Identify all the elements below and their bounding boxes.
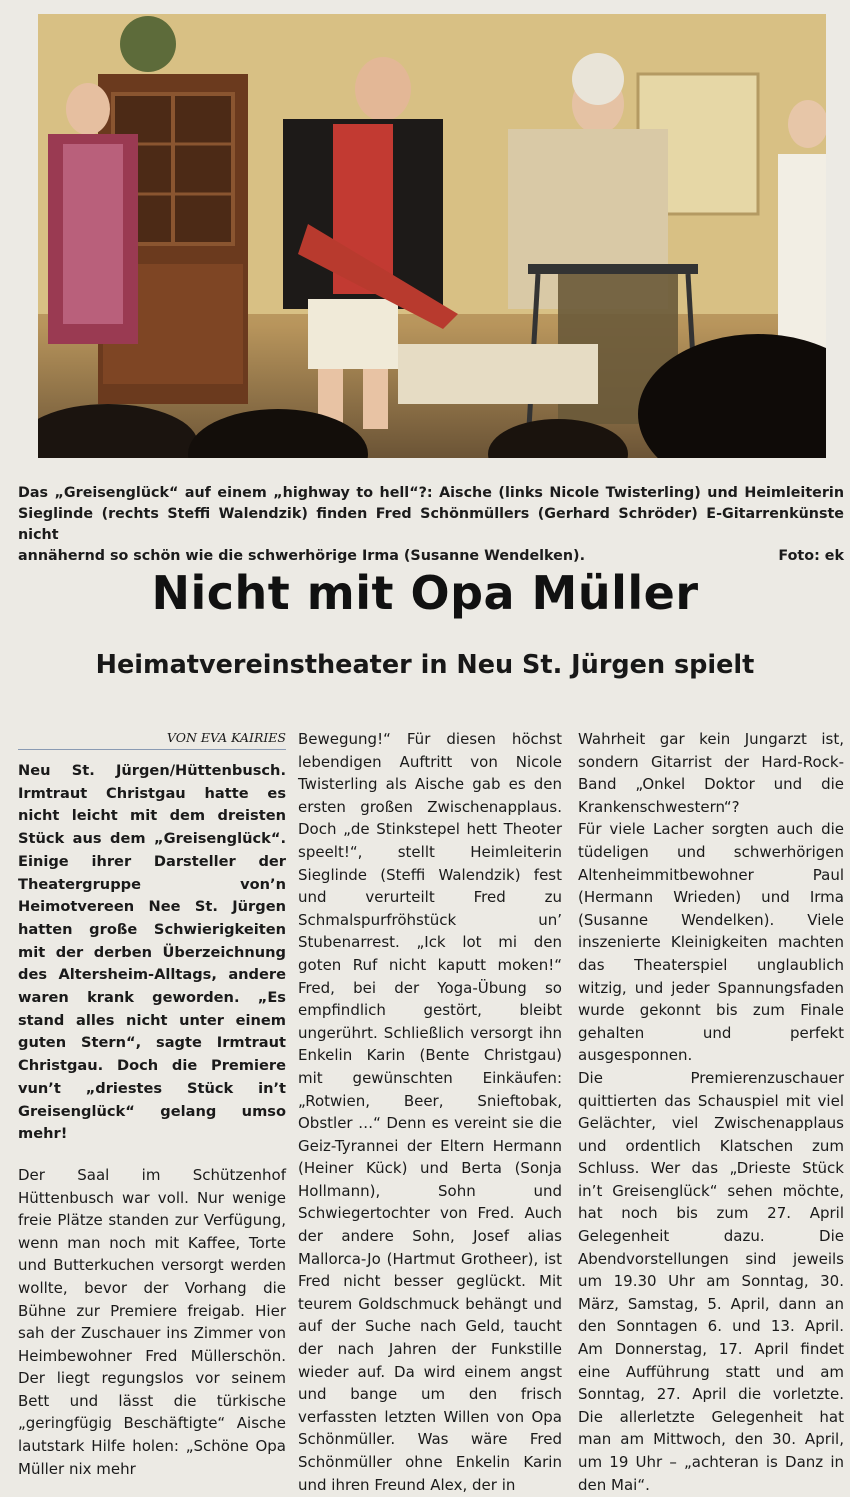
body-paragraph: Wahrheit gar kein Jungarzt ist, sondern Gitarrist der Hard-Rock-Band „Onkel Doktor und die Krankenschwestern“? bbox=[578, 730, 844, 816]
lead-paragraph: Neu St. Jürgen/Hüttenbusch. Irmtraut Christgau hatte es nicht leicht mit dem dreisten Stück aus dem „Greisenglück“. Einige ihrer Darsteller der Theatergruppe von’n Heimotvereen Nee St. Jürgen hatten große Schwierigkeiten mit der derben Überzeichnung des Altersheim-Alltags, andere waren krank geworden. „Es stand alles nicht unter einem guten Stern“, sagte Irmtraut Christgau. Doch die Premiere vun’t „driestes Stück in’t Greisenglück“ gelang umso mehr! bbox=[18, 762, 286, 1143]
body-paragraph: Die Premierenzuschauer quittierten das Schauspiel mit viel Gelächter, viel Zwischenapplaus und ordentlich Klatschen zum Schluss. Wer das „Drieste Stück in’t Greisenglück“ sehen möchte, hat noch bis zum 27. April Gelegenheit dazu. Die Abendvorstellungen sind jeweils um 19.30 Uhr am Sonntag, 30. März, Samstag, 5. April, dann an den Sonntagen 6. und 13. April. Am Donnerstag, 17. April findet eine Aufführung statt und am Sonntag, 27. April die vorletzte. Die allerletzte Gelegenheit hat man am Mittwoch, den 30. April, um 19 Uhr – „achteran is Danz in den Mai“. bbox=[578, 1068, 844, 1494]
stage-scene-photo-icon bbox=[38, 14, 826, 458]
caption-line: Sieglinde (rechts Steffi Walendzik) finden Fred Schönmüllers (Gerhard Schröder) E-Gitarrenkünste nicht bbox=[18, 506, 844, 543]
article-column-3 bbox=[578, 728, 844, 1496]
article-photo bbox=[38, 14, 826, 458]
photo-credit: Foto: ek bbox=[778, 548, 844, 564]
caption-line bbox=[18, 546, 844, 567]
caption-text: annähernd so schön wie die schwerhörige Irma (Susanne Wendelken). bbox=[18, 548, 586, 564]
subheadline: Heimatvereinstheater in Neu St. Jürgen spielt bbox=[95, 650, 755, 680]
body-paragraph: Für viele Lacher sorgten auch die tüdeligen und schwerhörigen Altenheimmitbewohner Paul (Hermann Wrieden) und Irma (Susanne Wendelken). Viele inszenierte Kleinigkeiten machten das Theaterspiel unglaublich witzig, und jeder Spannungsfaden wurde gekonnt bis zum Finale gehalten und perfekt ausgesponnen. bbox=[578, 820, 844, 1065]
body-paragraph: Bewegung!“ Für diesen höchst lebendigen Auftritt von Nicole Twisterling als Aische gab es den ersten großen Zwischenapplaus. Doch „de Stinkstepel hett Theoter speelt!“, stellt Heimleiterin Sieglinde (Steffi Walendzik) fest und verurteilt Fred zu Schmalspurfröhstück un’ Stubenarrest. „Ick lot mi den goten Ruf nicht kaputt moken!“ Fred, bei der Yoga-Übung so empfindlich gestört, bleibt ungerührt. Schließlich versorgt ihn Enkelin Karin (Bente Christgau) mit gewünschten Einkäufen: „Rotwien, Beer, Snieftobak, Obstler …“ Denn es vereint sie die Geiz-Tyrannei der Eltern Hermann (Heiner Kück) und Berta (Sonja Hollmann), Sohn und Schwiegertochter von Fred. Auch der andere Sohn, Josef alias Mallorca-Jo (Hartmut Grotheer), ist Fred nicht besser geglückt. Mit teurem Goldschmuck behängt und auf der Suche nach Geld, taucht der nach Jahren der Funkstille wieder auf. Da wird einem angst und bange um den frisch verfassten letzten Willen von Opa Schönmüller. Was wäre Fred Schönmüller ohne Enkelin Karin und ihren Freund Alex, der in bbox=[298, 730, 562, 1494]
caption-line: Das „Greisenglück“ auf einem „highway to hell“?: Aische (links Nicole Twisterling) und Heimleiterin bbox=[18, 485, 844, 501]
article-column-2 bbox=[298, 728, 562, 1496]
byline: VON EVA KAIRIES bbox=[18, 728, 286, 750]
headline: Nicht mit Opa Müller bbox=[151, 566, 699, 620]
body-paragraph: Der Saal im Schützenhof Hüttenbusch war voll. Nur wenige freie Plätze standen zur Verfügung, wenn man noch mit Kaffee, Torte und Butterkuchen versorgt werden wollte, bevor der Vorhang die Bühne zur Premiere freigab. Hier sah der Zuschauer ins Zimmer von Heimbewohner Fred Müllerschön. Der liegt regungslos vor seinem Bett und lässt die türkische „geringfügig Beschäftigte“ Aische lautstark Hilfe holen: „Schöne Opa Müller nix mehr bbox=[18, 1165, 286, 1478]
article-column-1 bbox=[18, 728, 286, 1480]
photo-caption bbox=[18, 483, 844, 567]
